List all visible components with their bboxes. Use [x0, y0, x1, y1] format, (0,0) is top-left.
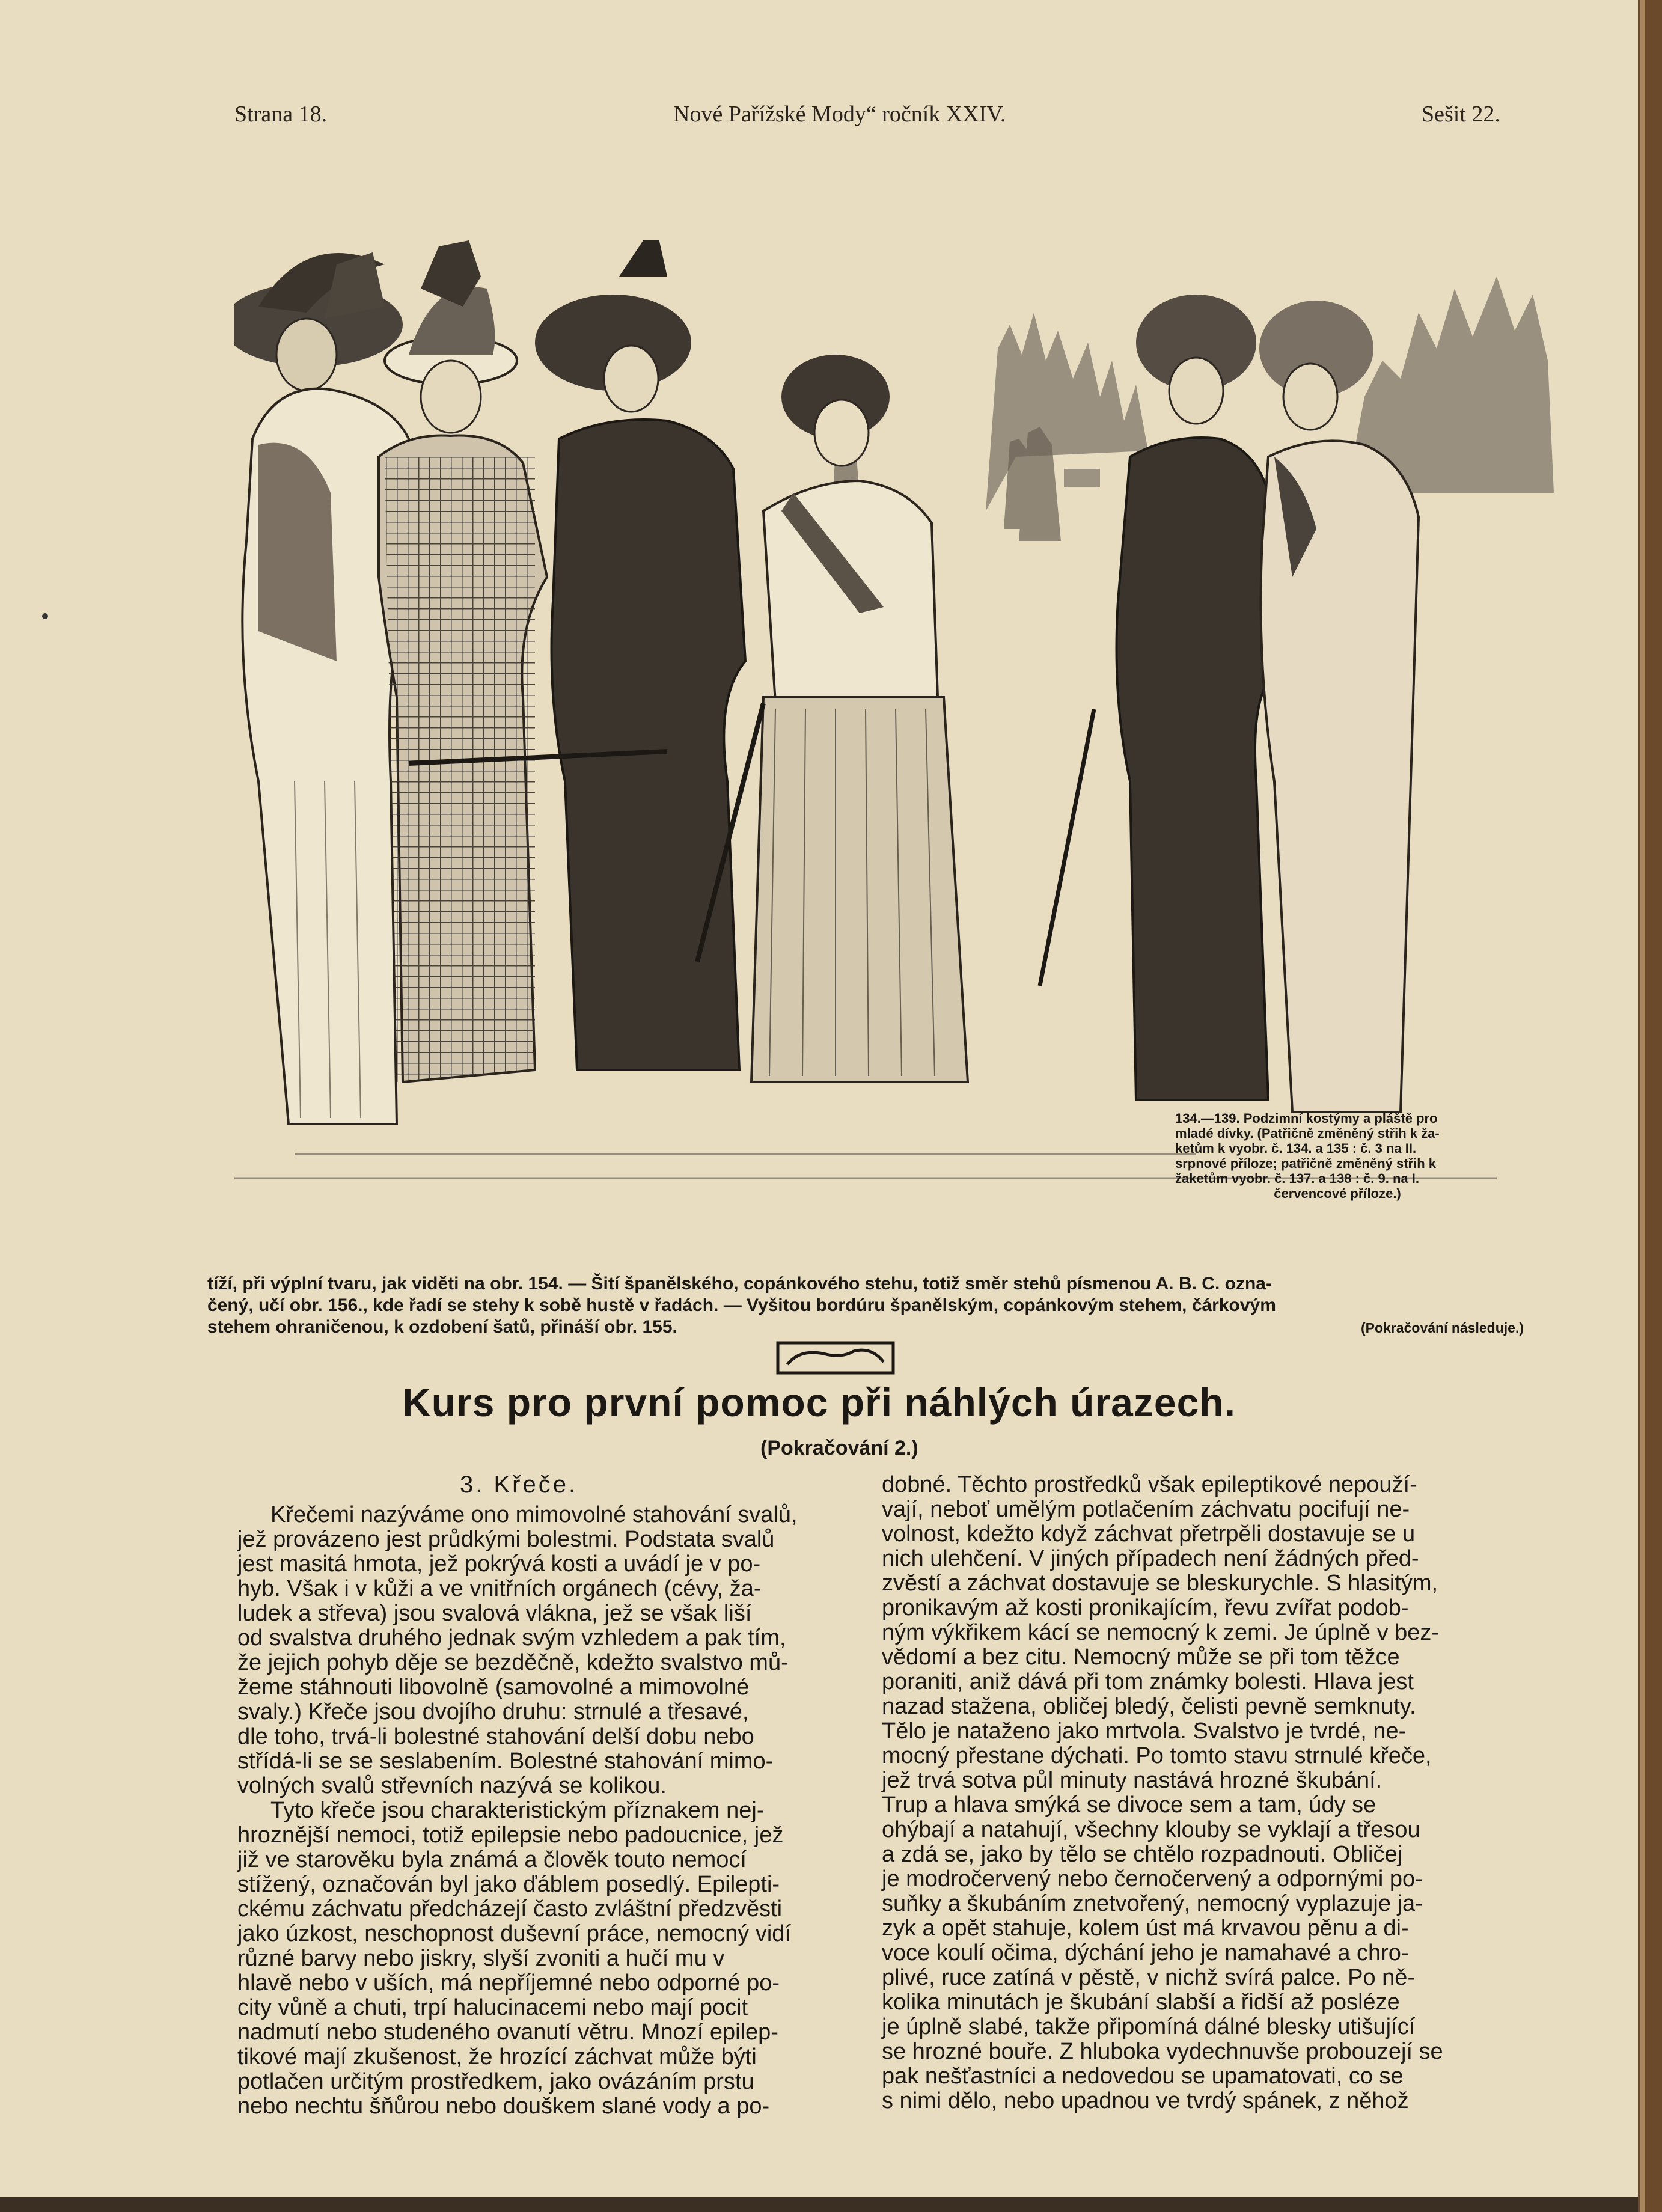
text-line: je modročervený nebo černočervený a odpornými po- — [882, 1866, 1423, 1892]
illustration-caption — [1175, 1111, 1500, 1201]
text-line: ným výkřikem kácí se nemocný k zemi. Je úplně v bez- — [882, 1620, 1440, 1645]
text-line: stížený, označován byl jako ďáblem posedlý. Epilepti- — [237, 1872, 780, 1897]
binding-edge — [1638, 0, 1662, 2212]
text-line: se hrozné bouře. Z hluboka vydechnuvše probouzejí se — [882, 2039, 1443, 2064]
text-line: různé barvy nebo jiskry, slyší zvoniti a hučí mu v — [237, 1946, 725, 1971]
text-line: je úplně slabé, takže připomíná dálné blesky utišující — [882, 2014, 1416, 2039]
page-bottom-edge — [0, 2197, 1638, 2212]
text-line: voce koulí očima, dýchání jeho je namahavé a chro- — [882, 1940, 1409, 1966]
text-line: hlavě nebo v uších, má nepříjemné nebo odporné po- — [237, 1970, 780, 1996]
caption-line: mladé dívky. (Patřičně změněný střih k ža- — [1175, 1126, 1440, 1141]
text-line: Tělo je nataženo jako mrtvola. Svalstvo je tvrdé, ne- — [882, 1719, 1407, 1744]
text-line: jež provázeno jest průdkými bolestmi. Podstata svalů — [237, 1527, 775, 1552]
text-line: jež trvá sotva půl minuty nastává hrozné škubání. — [882, 1768, 1382, 1793]
text-line: nazad stažena, obličej bledý, čelisti pevně semknuty. — [882, 1694, 1416, 1719]
text-line: plivé, ruce zatíná v pěstě, v nichž svírá palce. Po ně- — [882, 1965, 1416, 1990]
text-line: suňky a škubáním znetvořený, nemocný vyplazuje ja- — [882, 1891, 1423, 1916]
text-line: volnost, kdežto když záchvat přetrpěli dostavuje se u — [882, 1521, 1416, 1547]
text-line: hroznější nemoci, totiž epilepsie nebo padoucnice, jež — [237, 1822, 784, 1848]
text-line: s nimi dělo, nebo upadnou ve tvrdý spánek, z něhož — [882, 2088, 1409, 2113]
text-line: zvěstí a záchvat dostavuje se bleskurychle. S hlasitým, — [882, 1571, 1438, 1596]
text-line: pak nešťastníci a nedovedou se upamatovati, co se — [882, 2064, 1404, 2089]
text-line: tíží, při výplní tvaru, jak viděti na obr. 154. — Šití španělského, copánkového stehu, totiž směr stehů písmenou A. B. C. ozna- — [207, 1274, 1272, 1294]
article-subtitle: (Pokračování 2.) — [760, 1437, 918, 1459]
section-heading: 3. Křeče. — [460, 1471, 578, 1498]
text-line: ohýbají a natahují, všechny klouby se vyklají a třesou — [882, 1817, 1420, 1842]
ornament-divider — [775, 1340, 896, 1375]
continued-note: (Pokračování následuje.) — [1361, 1320, 1524, 1336]
issue-number: Sešit 22. — [1422, 102, 1500, 127]
caption-line: 134.—139. Podzimní kostýmy a pláště pro — [1175, 1111, 1438, 1126]
text-line: mocný přestane dýchati. Po tomto stavu strnulé křeče, — [882, 1743, 1432, 1768]
caption-line: červencové příloze.) — [1274, 1186, 1401, 1201]
page-number: Strana 18. — [234, 102, 328, 127]
text-line: zyk a opět stahuje, kolem úst má krvavou pěnu a di- — [882, 1916, 1409, 1941]
text-line: ckému záchvatu předcházejí často zvláštní předzvěsti — [237, 1896, 783, 1922]
text-line: střídá-li se se seslabením. Bolestné stahování mimo- — [237, 1749, 774, 1774]
ink-speck — [42, 613, 48, 619]
text-column-right — [882, 1473, 1531, 2113]
text-line: žeme stáhnouti libovolně (samovolné a mimovolné — [237, 1675, 750, 1700]
caption-line: srpnové příloze; patřičně změněný střih k — [1175, 1156, 1437, 1171]
text-line: Tyto křeče jsou charakteristickým příznakem nej- — [270, 1798, 765, 1823]
text-line: již ve starověku byla známá a člověk touto nemocí — [237, 1847, 747, 1872]
text-line: svaly.) Křeče jsou dvojího druhu: strnulé a třesavé, — [237, 1699, 749, 1725]
binding-strip — [1640, 0, 1645, 2212]
text-line: poraniti, aniž dává při tom známky bolesti. Hlava jest — [882, 1669, 1414, 1694]
text-line: Trup a hlava smýká se divoce sem a tam, údy se — [882, 1792, 1376, 1818]
running-title: Nové Pařížské Mody“ ročník XXIV. — [673, 102, 1006, 127]
text-line: tikové mají zkušenost, že hrozící záchvat může býti — [237, 2044, 757, 2070]
continued-paragraph — [207, 1273, 1524, 1338]
text-line: pronikavým až kosti pronikajícím, řevu zvířat podob- — [882, 1595, 1409, 1621]
text-line: jako úzkost, neschopnost duševní práce, nemocný vidí — [237, 1921, 791, 1946]
text-line: nich ulehčení. V jiných případech není žádných před- — [882, 1546, 1419, 1571]
fashion-illustration — [234, 240, 1563, 1220]
text-line: vědomí a bez citu. Nemocný může se při tom těžce — [882, 1645, 1400, 1670]
text-line: hyb. Však i v kůži a ve vnitřních orgánech (cévy, ža- — [237, 1576, 762, 1601]
text-line: city vůně a chuti, trpí halucinacemi nebo mají pocit — [237, 1995, 748, 2020]
text-line: Křečemi nazýváme ono mimovolné stahování svalů, — [270, 1502, 798, 1527]
text-line: nebo nechtu šňůrou nebo douškem slané vody a po- — [237, 2094, 770, 2119]
text-line: a zdá se, jako by tělo se chtělo rozpadnouti. Obličej — [882, 1842, 1403, 1867]
text-line: dobné. Těchto prostředků však epileptikové nepouží- — [882, 1472, 1417, 1497]
text-line: od svalstva druhého jednak svým vzhledem a pak tím, — [237, 1625, 786, 1651]
text-line: volných svalů střevních nazývá se kolikou. — [237, 1773, 667, 1798]
text-column-left — [237, 1503, 851, 2119]
caption-line: ketům k vyobr. č. 134. a 135 : č. 3 na II. — [1175, 1141, 1417, 1156]
text-line: dle toho, trvá-li bolestné stahování delší dobu nebo — [237, 1724, 754, 1749]
text-line: že jejich pohyb děje se bezděčně, kdežto svalstvo mů- — [237, 1650, 789, 1675]
text-line: potlačen určitým prostředkem, jako ovázáním prstu — [237, 2069, 754, 2094]
text-line: nadmutí nebo studeného ovanutí větru. Mnozí epilep- — [237, 2020, 778, 2045]
text-line: vají, neboť umělým potlačením záchvatu pocifují ne- — [882, 1497, 1410, 1522]
text-line: ludek a střeva) jsou svalová vlákna, jež se však liší — [237, 1601, 752, 1626]
article-title: Kurs pro první pomoc při náhlých úrazech. — [402, 1380, 1236, 1425]
text-line: stehem ohraničenou, k ozdobení šatů, přináší obr. 155. — [207, 1317, 677, 1337]
text-line: jest masitá hmota, jež pokrývá kosti a uvádí je v po- — [237, 1551, 761, 1577]
text-line: čený, učí obr. 156., kde řadí se stehy k sobě hustě v řadách. — Vyšitou bordúru španělským, copánkovým stehem, čárkovým — [207, 1295, 1276, 1315]
caption-line: žaketům vyobr. č. 137. a 138 : č. 9. na I. — [1175, 1171, 1419, 1186]
text-line: kolika minutách je škubání slabší a řidší až posléze — [882, 1990, 1400, 2015]
